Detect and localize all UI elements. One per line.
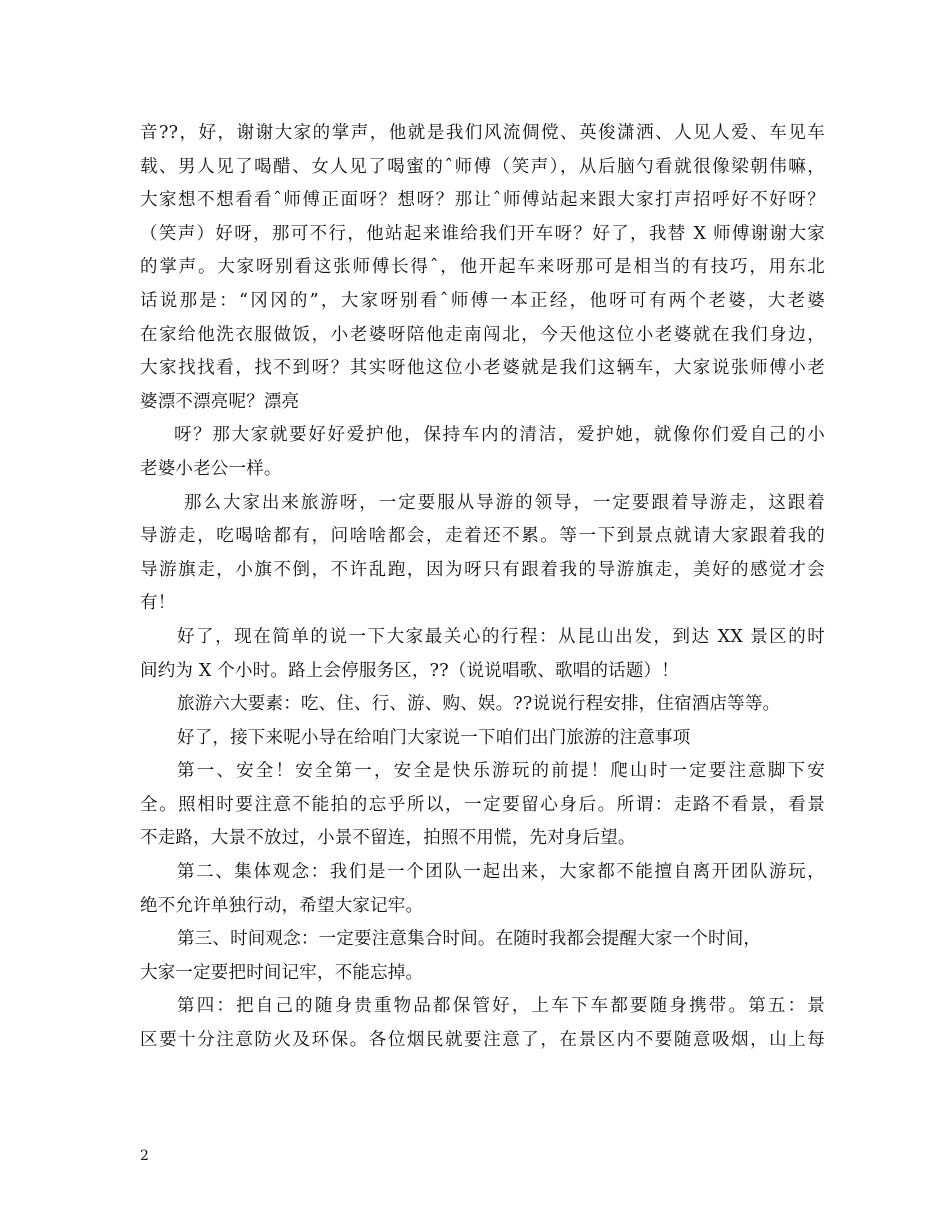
text-line: 有！ xyxy=(140,593,176,614)
text-line: 大家找找看，找不到呀？其实呀他这位小老婆就是我们这辆车，大家说张师傅小老 xyxy=(140,358,825,379)
text-line: 婆漂不漂亮呢？漂亮 xyxy=(140,391,300,412)
text-line: 音??，好，谢谢大家的掌声，他就是我们风流倜傥、英俊潇洒、人见人爱、车见车 xyxy=(140,123,825,143)
paragraph-first-line: 第二、集体观念：我们是一个团队一起出来，大家都不能擅自离开团队游玩， xyxy=(177,862,825,883)
text-line: 老婆小老公一样。 xyxy=(140,458,282,479)
text-line: 绝不允许单独行动，希望大家记牢。 xyxy=(140,895,424,916)
text-line: 导游旗走，小旗不倒，不许乱跑，因为呀只有跟着我的导游旗走，美好的感觉才会 xyxy=(140,559,825,580)
text-line: 大家一定要把时间记牢，不能忘掉。 xyxy=(140,962,424,983)
text-line: 在家给他洗衣服做饭，小老婆呀陪他走南闯北，今天他这位小老婆就在我们身边， xyxy=(140,324,825,345)
paragraph-first-line: 旅游六大要素：吃、住、行、游、购、娱。??说说行程安排，住宿酒店等等。 xyxy=(177,694,781,715)
text-line: 导游走，吃喝啥都有，问啥啥都会，走着还不累。等一下到景点就请大家跟着我的 xyxy=(140,526,825,547)
paragraph-first-line: 那么大家出来旅游呀，一定要服从导游的领导，一定要跟着导游走，这跟着 xyxy=(184,492,825,513)
paragraph-first-line: 第四：把自己的随身贵重物品都保管好，上车下车都要随身携带。第五：景 xyxy=(177,996,825,1017)
text-line: 的掌声。大家呀别看这张师傅长得ˆ，他开起车来呀那可是相当的有技巧，用东北 xyxy=(140,257,825,278)
text-line: 区要十分注意防火及环保。各位烟民就要注意了，在景区内不要随意吸烟，山上每 xyxy=(140,1030,825,1051)
text-line: 全。照相时要注意不能拍的忘乎所以，一定要留心身后。所谓：走路不看景，看景 xyxy=(140,794,825,815)
page-number: 2 xyxy=(140,1148,149,1164)
text-line: （笑声）好呀，那可不行，他站起来谁给我们开车呀？好了，我替 X 师傅谢谢大家 xyxy=(140,223,825,244)
paragraph-first-line: 第三、时间观念：一定要注意集合时间。在随时我都会提醒大家一个时间， xyxy=(177,929,762,950)
text-line: 间约为 X 个小时。路上会停服务区，??（说说唱歌、歌唱的话题）！ xyxy=(140,660,679,681)
text-line: 载、男人见了喝醋、女人见了喝蜜的ˆ师傅（笑声），从后脑勺看就很像梁朝伟嘛， xyxy=(140,156,825,177)
paragraph-first-line: 好了，接下来呢小导在给咱门大家说一下咱们出门旅游的注意事项 xyxy=(177,727,691,748)
text-line: 不走路，大景不放过，小景不留连，拍照不用慌，先对身后望。 xyxy=(140,828,636,849)
text-line: 大家想不想看看ˆ师傅正面呀？想呀？那让ˆ师傅站起来跟大家打声招呼好不好呀？ xyxy=(140,190,825,211)
text-line: 话说那是：“冈冈的”，大家呀别看ˆ师傅一本正经，他呀可有两个老婆，大老婆 xyxy=(140,290,825,311)
paragraph-first-line: 第一、安全！安全第一，安全是快乐游玩的前提！爬山时一定要注意脚下安 xyxy=(177,761,825,782)
paragraph-first-line: 好了，现在简单的说一下大家最关心的行程：从昆山出发，到达 XX 景区的时 xyxy=(177,626,825,647)
body-text xyxy=(140,117,825,1058)
text-line: 呀？那大家就要好好爱护他，保持车内的清洁，爱护她，就像你们爱自己的小 xyxy=(174,425,825,446)
